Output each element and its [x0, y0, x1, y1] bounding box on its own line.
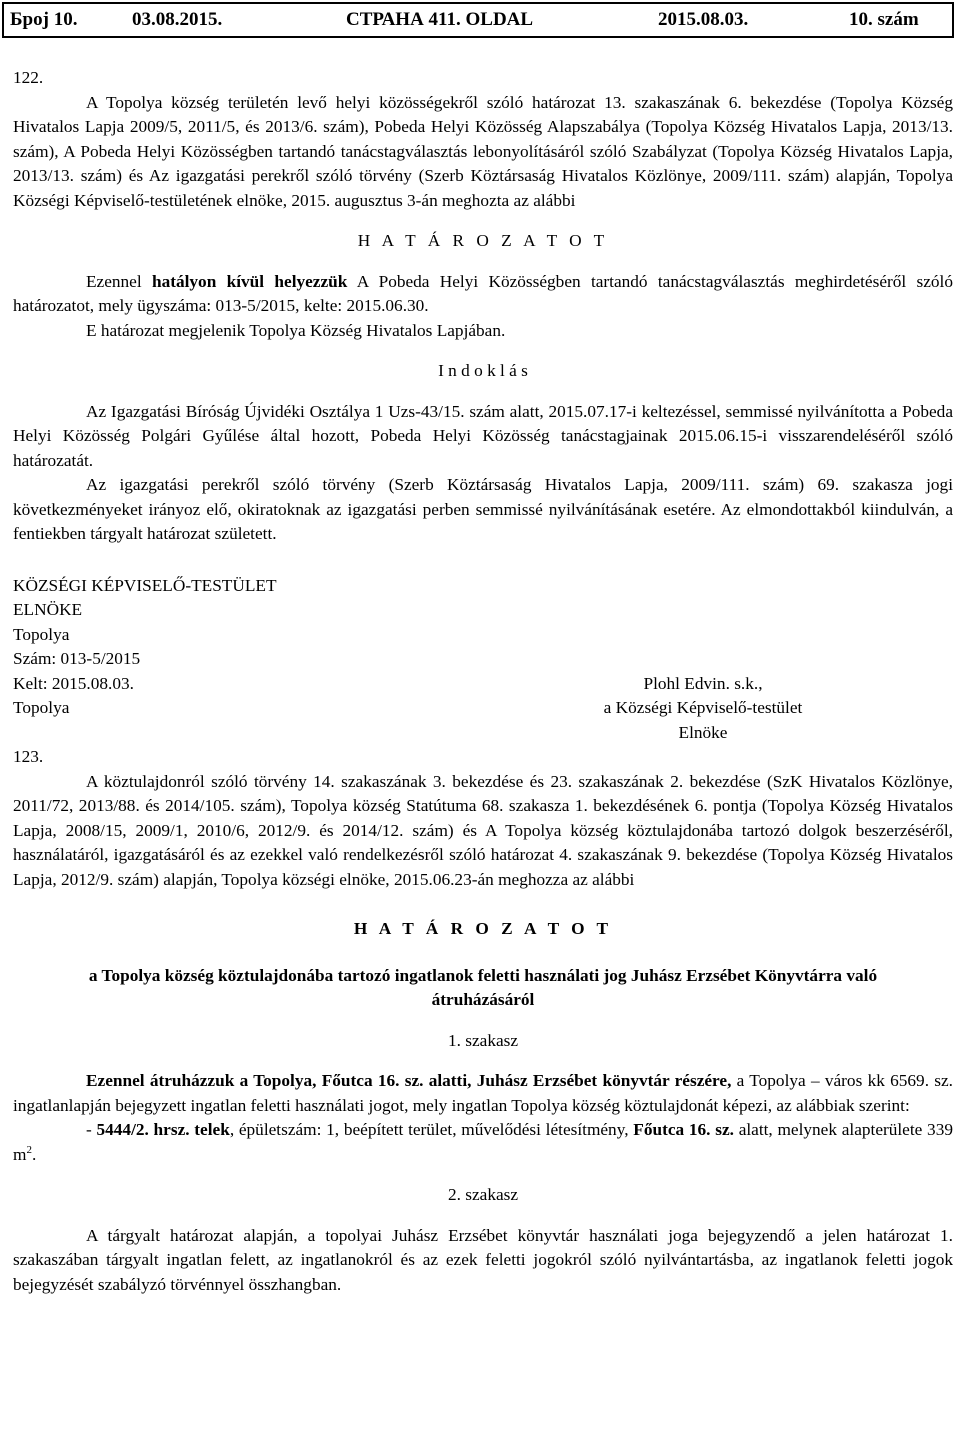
- section-title: 1. szakasz: [447, 1030, 519, 1050]
- signatory-role: a Községi Képviselő-testület: [603, 698, 803, 717]
- reasoning-paragraph: Az igazgatási perekről szóló törvény (Szerb Köztársaság Hivatalos Lapja, 2009/111. szám) 69. szakasza jogi következményeket irányoz elő, okiratoknak az igazgatási perben semmissé nyilvánításának esetére. Az elmondottakból kiindulván, a fentiekben tárgyalt határozat született.: [13, 475, 953, 543]
- resolution-number: 122.: [13, 68, 44, 87]
- signature-title: ELNÖKE: [13, 600, 83, 619]
- preamble: A köztulajdonról szóló törvény 14. szakaszának 3. bekezdése és 23. szakaszának 2. bekezdése (SzK Hivatalos Közlönye, 2011/72, 2013/88. és 2014/105. szám), Topolya község Statútuma 68. szakasza 1. bekezdésének 6. pontja (Topolya Község Hivatalos Lapja, 2008/15, 2009/1, 2010/6, 2012/9. és 2014/12. szám) és A Topolya község köztulajdonába tartozó dolgok beszerzéséről, használatáról, igazgatásáról és az ezekkel való rendelkezésről szóló határozat 4. szakaszának 9. bekezdése (Topolya Község Hivatalos Lapja, 2012/9. szám) alapján, Topolya községi elnöke, 2015.06.23-án meghozza az alábbi: [13, 771, 953, 889]
- reasoning-paragraph: Az Igazgatási Bíróság Újvidéki Osztálya 1 Uzs-43/15. szám alatt, 2015.07.17-i keltezéssel, semmissé nyilvánította a Pobeda Helyi Közösség Polgári Gyűlése által hozott, Pobeda Helyi Közösség tanácstagjainak 2015.06.15-i visszarendeléséről szóló határozatát.: [13, 401, 953, 470]
- reasoning-heading: I n d o k l á s: [438, 361, 528, 380]
- property-item: - 5444/2. hrsz. telek, épületszám: 1, beépített terület, művelődési létesítmény, Főutca 16. sz. alatt, melynek alapterülete 339 $m^2$.: [13, 1120, 953, 1164]
- header-date-hu: 2015.08.03.: [658, 9, 749, 30]
- signatory-name: Plohl Edvin. s.k.,: [643, 673, 763, 693]
- resolution-subtitle: a Topolya község köztulajdonába tartozó ingatlanok feletti használati jog Juhász Erzsébet Könyvtárra való átruházásáról: [88, 965, 878, 1009]
- signature-place: Topolya: [13, 698, 70, 717]
- header-page: СТРАНА 411. OLDAL: [346, 9, 534, 30]
- page-header: [2, 2, 954, 38]
- section-paragraph: A tárgyalt határozat alapján, a topolyai Juhász Erzsébet könyvtár használati joga bejegyzendő a jelen határozat 1. szakaszában tárgyalt ingatlan felett, az ingatlanokról és az ezek feletti jogokról szóló nyilvántartásba, az ingatlanok feletti jogok bejegyzését szabályzó törvénnyel összhangban.: [13, 1225, 953, 1294]
- signature-place: Topolya: [13, 624, 70, 644]
- publication-note: E határozat megjelenik Topolya Község Hivatalos Lapjában.: [86, 320, 506, 340]
- section-title: 2. szakasz: [447, 1185, 519, 1204]
- resolution-heading: H A T Á R O Z A T O T: [357, 231, 609, 250]
- signature-org: KÖZSÉGI KÉPVISELŐ-TESTÜLET: [13, 575, 277, 595]
- resolution-body: Ezennel hatályon kívül helyezzük A Pobeda Helyi Közösségben tartandó tanácstagválasztás meghirdetéséről szóló határozatot, mely ügyszáma: 013-5/2015, kelte: 2015.06.30.: [13, 271, 953, 315]
- resolution-heading: H A T Á R O Z A T O T: [353, 919, 613, 938]
- header-issue-sr: Број 10.: [10, 9, 78, 30]
- section-paragraph: Ezennel átruházzuk a Topolya, Főutca 16. sz. alatti, Juhász Erzsébet könyvtár részére, a Topolya – város kk 6569. sz. ingatlanlapján bejegyzett ingatlan feletti használati jogot, mely ingatlan Topolya község köztulajdonát képezi, az alábbiak szerint:: [13, 1071, 954, 1115]
- header-issue-hu: 10. szám: [849, 9, 919, 30]
- signature-number: Szám: 013-5/2015: [13, 649, 141, 668]
- document-body: [13, 40, 953, 1297]
- header-date-sr: 03.08.2015.: [132, 9, 223, 30]
- preamble: A Topolya község területén levő helyi közösségekről szóló határozat 13. szakaszának 6. bekezdése (Topolya Község Hivatalos Lapja 2009/5, 2011/5, és 2013/6. szám), Pobeda Helyi Közösség Alapszabálya (Topolya Község Hivatalos Lapja, 2013/13. szám), A Pobeda Helyi Közösségben tartandó tanácstagválasztás lebonyolításáról szóló Szabályzat (Topolya Község Hivatalos Lapja, 2013/13. szám) és Az igazgatási perekről szóló törvény (Szerb Köztársaság Hivatalos Közlönye, 2009/111. szám) alapján, Topolya Községi Képviselő-testületének elnöke, 2015. augusztus 3-án meghozta az alábbi: [13, 92, 953, 210]
- signature-date: Kelt: 2015.08.03.: [13, 673, 134, 693]
- signatory-role: Elnöke: [678, 722, 728, 742]
- resolution-number: 123.: [13, 747, 44, 766]
- signature-block: [13, 574, 953, 746]
